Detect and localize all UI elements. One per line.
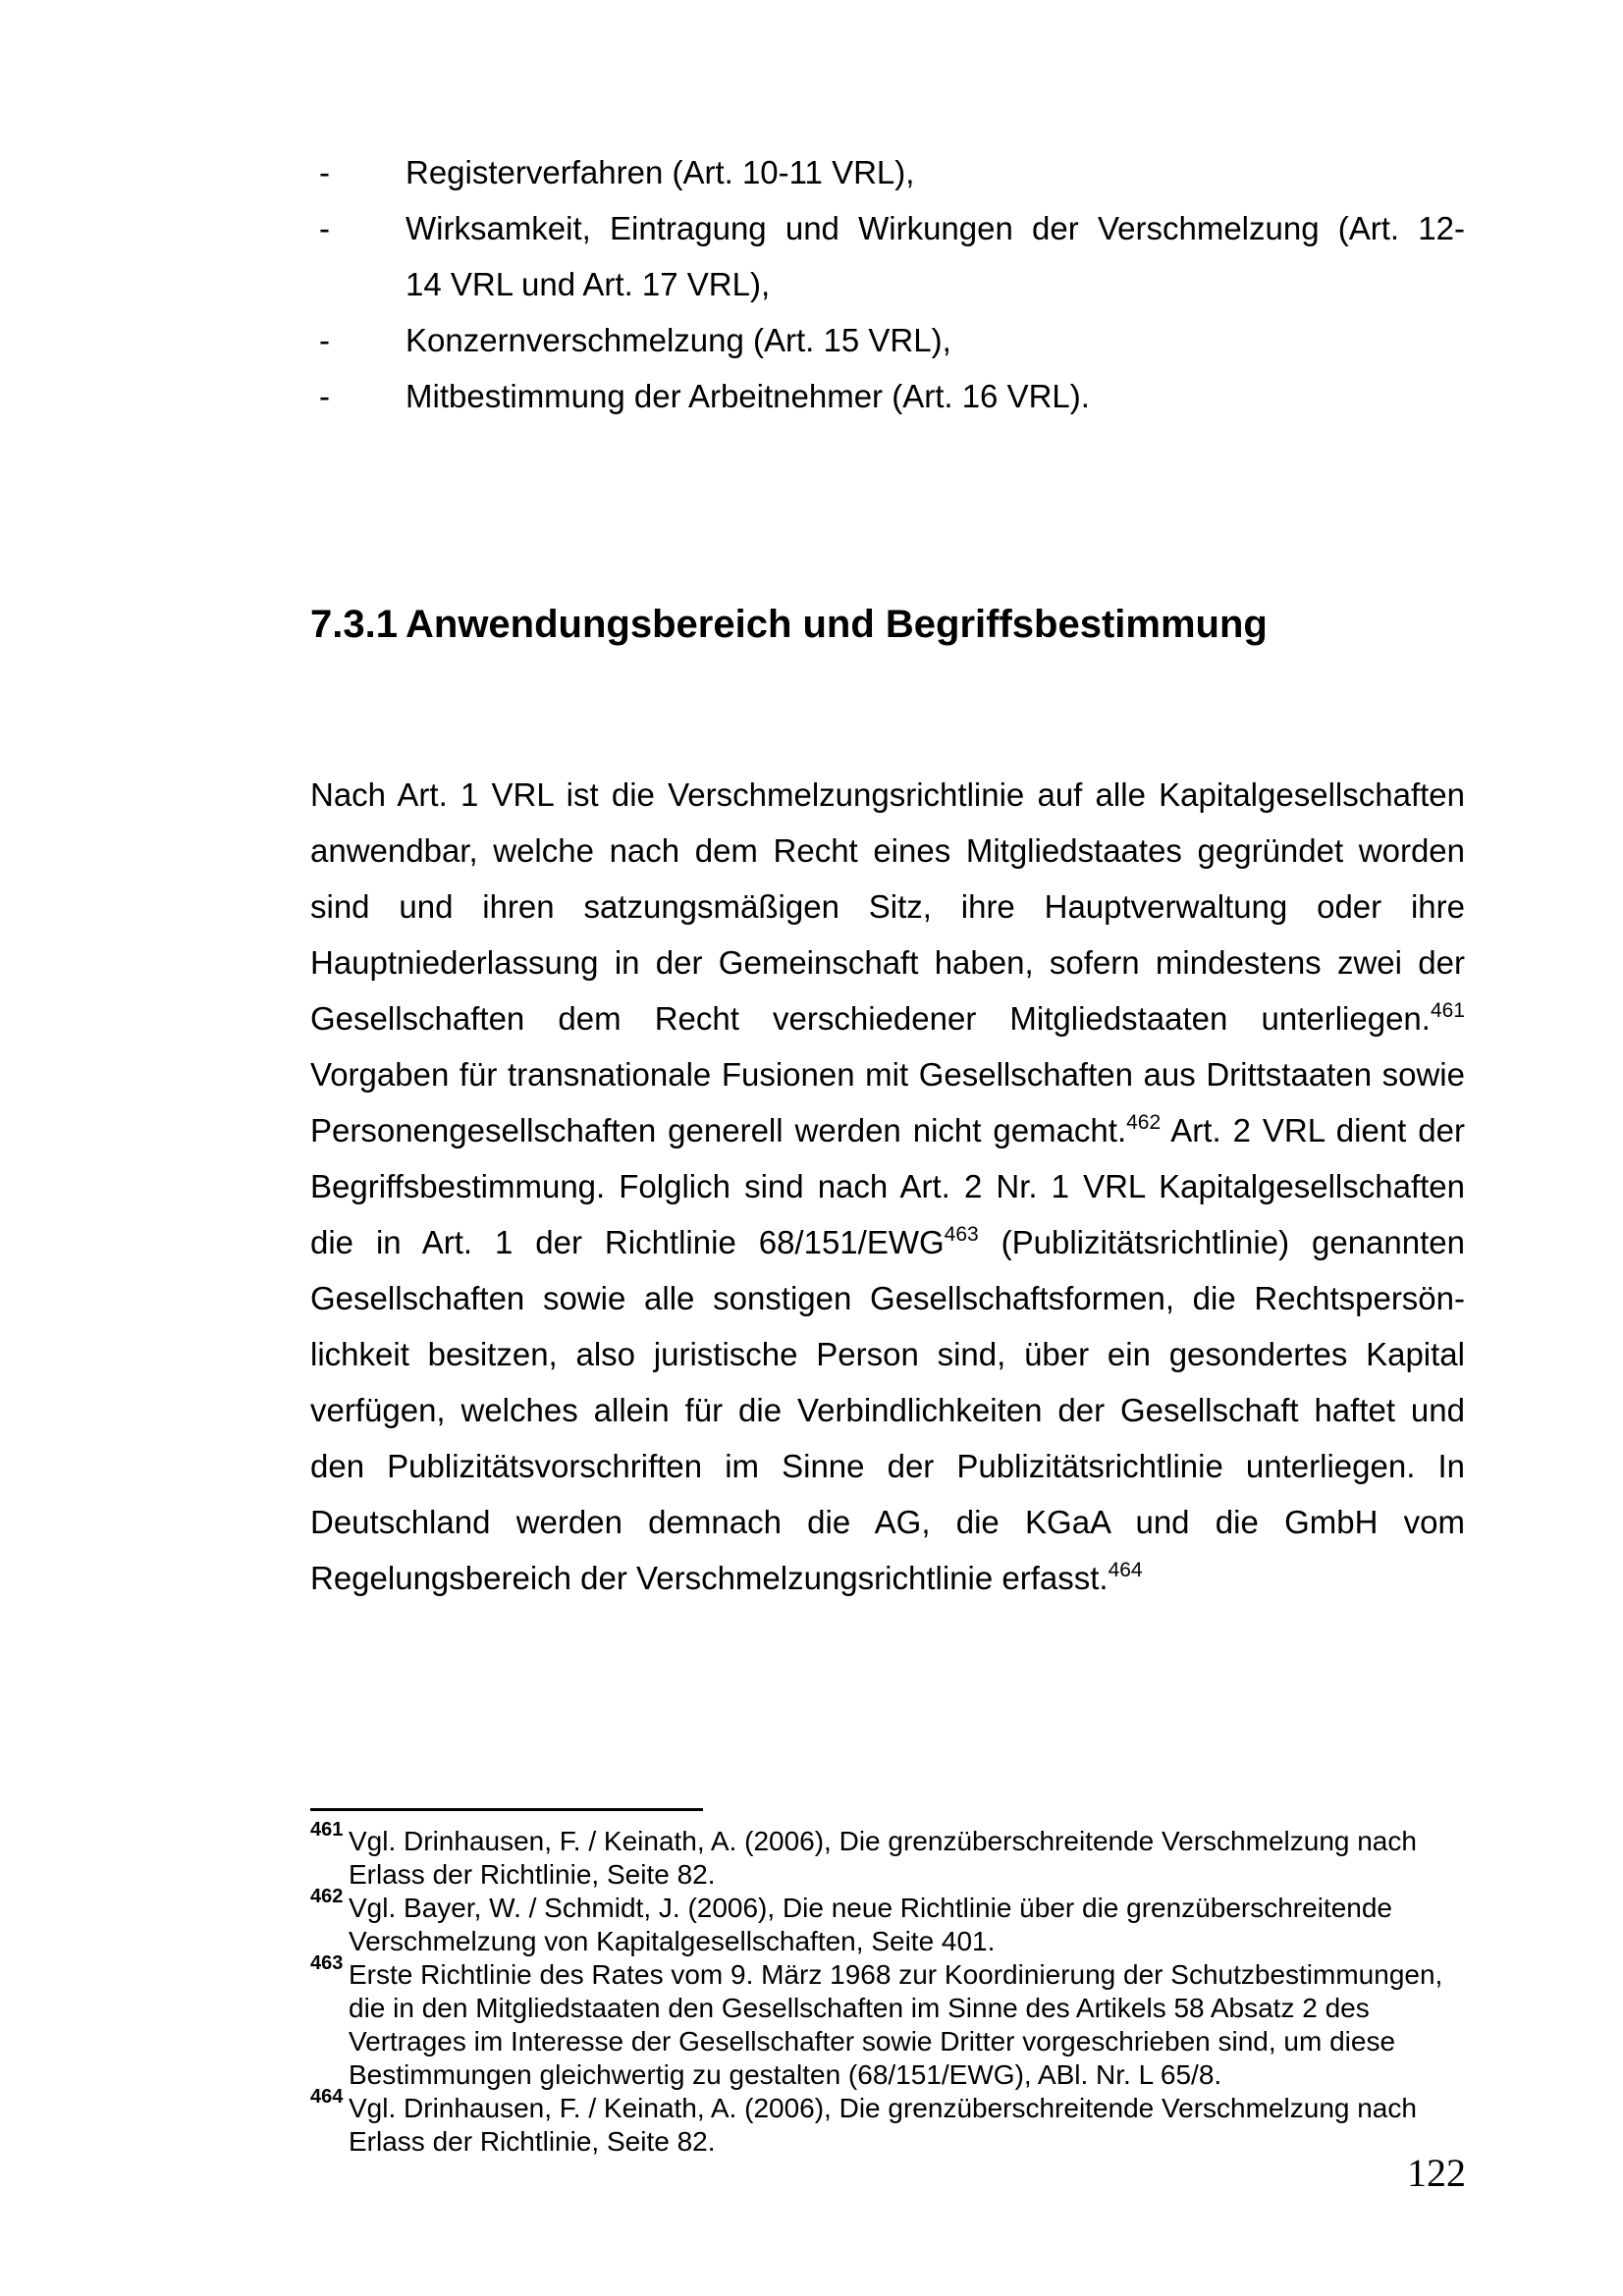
list-item-text	[406, 144, 1465, 200]
bullet-dash-icon: -	[319, 210, 330, 246]
line-text: sind und ihren satzungsmäßigen Sitz, ihre Hauptverwaltung oder ihre	[310, 888, 1465, 925]
footnote-number: 461	[310, 1819, 344, 1841]
footnote	[310, 2086, 1474, 2159]
footnote	[310, 1819, 1474, 1892]
line-text: Regelungsbereich der Verschmelzungsrichtlinie erfasst.	[310, 1560, 1109, 1596]
paragraph-line	[310, 1494, 1465, 1550]
list-item-text	[406, 312, 1465, 368]
paragraph-line	[310, 1438, 1465, 1494]
bullet-list	[310, 144, 1465, 424]
footnote	[310, 1886, 1474, 1958]
paragraph-line	[310, 1046, 1465, 1102]
list-item	[310, 368, 1465, 424]
line-text: Gesellschaften sowie alle sonstigen Gesellschaftsformen, die Rechtspersön-	[310, 1280, 1465, 1316]
footnote-line: Verschmelzung von Kapitalgesellschaften, Seite 401.	[349, 1926, 996, 1956]
footnote-line	[310, 2086, 1474, 2125]
line-text: Begriffsbestimmung. Folglich sind nach Art. 2 Nr. 1 VRL Kapitalgesellschaften	[310, 1168, 1465, 1204]
footnote-ref: 463	[944, 1223, 979, 1246]
line-text: Hauptniederlassung in der Gemeinschaft haben, sofern mindestens zwei der	[310, 944, 1465, 981]
footnote-text: Vgl. Drinhausen, F. / Keinath, A. (2006), Die grenzüberschreitende Verschmelzung nach	[349, 1826, 1417, 1856]
bullet-dash-icon: -	[319, 154, 330, 190]
footnote-line	[310, 1952, 1474, 1992]
line-text: Deutschland werden demnach die AG, die KGaA und die GmbH vom	[310, 1504, 1465, 1540]
line-text: die in Art. 1 der Richtlinie 68/151/EWG	[310, 1224, 945, 1260]
list-item	[310, 312, 1465, 368]
paragraph-line	[310, 934, 1465, 990]
section-number: 7.3.1	[310, 603, 398, 646]
body-paragraph	[310, 767, 1465, 1606]
line-text: Vorgaben für transnationale Fusionen mit Gesellschaften aus Drittstaaten sowie	[310, 1056, 1465, 1093]
list-item-text	[406, 200, 1465, 312]
page-number: 122	[1407, 2151, 1466, 2195]
footnote-line: Erlass der Richtlinie, Seite 82.	[349, 1859, 716, 1890]
list-item	[310, 144, 1465, 200]
footnote-ref: 464	[1108, 1559, 1143, 1581]
footnote-separator	[310, 1808, 703, 1811]
paragraph-line	[310, 990, 1465, 1046]
paragraph-line	[310, 1382, 1465, 1438]
footnote-line: Vertrages im Interesse der Gesellschafter sowie Dritter vorgeschrieben sind, um diese	[349, 2026, 1396, 2056]
list-item	[310, 200, 1465, 312]
paragraph-line	[310, 1214, 1465, 1270]
line-text: anwendbar, welche nach dem Recht eines Mitgliedstaates gegründet worden	[310, 832, 1465, 869]
footnote-line	[310, 1886, 1474, 1925]
list-item-line: 14 VRL und Art. 17 VRL),	[406, 266, 771, 302]
paragraph-line	[310, 767, 1465, 823]
list-item-line: Registerverfahren (Art. 10-11 VRL),	[406, 154, 915, 190]
footnotes	[310, 1819, 1474, 2159]
paragraph-line	[310, 1102, 1465, 1158]
footnote-number: 462	[310, 1886, 344, 1907]
paragraph-line	[310, 1326, 1465, 1382]
paragraph-line	[310, 879, 1465, 934]
footnote-number: 463	[310, 1952, 344, 1974]
footnote-text: Erste Richtlinie des Rates vom 9. März 1968 zur Koordinierung der Schutzbestimmungen,	[349, 1959, 1443, 1990]
line-text: verfügen, welches allein für die Verbindlichkeiten der Gesellschaft haftet und	[310, 1392, 1465, 1428]
line-text: (Publizitätsrichtlinie) genannten	[978, 1224, 1465, 1260]
bullet-dash-icon: -	[319, 378, 330, 414]
section-heading	[310, 597, 1488, 653]
line-text: lichkeit besitzen, also juristische Person sind, über ein gesondertes Kapital	[310, 1336, 1465, 1372]
line-text: Art. 2 VRL dient der	[1161, 1112, 1465, 1148]
footnote-text: Vgl. Drinhausen, F. / Keinath, A. (2006), Die grenzüberschreitende Verschmelzung nach	[349, 2093, 1417, 2123]
list-item-text	[406, 368, 1465, 424]
footnote-line: die in den Mitgliedstaaten den Gesellschaften im Sinne des Artikels 58 Absatz 2 des	[349, 1993, 1370, 2023]
list-item-line: Wirksamkeit, Eintragung und Wirkungen der Verschmelzung (Art. 12-	[406, 210, 1465, 246]
footnote-line: Erlass der Richtlinie, Seite 82.	[349, 2126, 716, 2157]
bullet-dash-icon: -	[319, 322, 330, 358]
section-title: Anwendungsbereich und Begriffsbestimmung	[406, 603, 1268, 646]
footnote-ref: 461	[1430, 999, 1465, 1022]
footnote-line	[310, 1819, 1474, 1858]
footnote-text: Vgl. Bayer, W. / Schmidt, J. (2006), Die neue Richtlinie über die grenzüberschreitende	[349, 1893, 1392, 1923]
line-text: den Publizitätsvorschriften im Sinne der Publizitätsrichtlinie unterliegen. In	[310, 1448, 1465, 1484]
line-text: Gesellschaften dem Recht verschiedener Mitgliedstaaten unterliegen.	[310, 1000, 1431, 1037]
footnote-line: Bestimmungen gleichwertig zu gestalten (68/151/EWG), ABl. Nr. L 65/8.	[349, 2059, 1222, 2090]
footnote	[310, 1952, 1474, 2092]
paragraph-line	[310, 1550, 1465, 1606]
line-text: Personengesellschaften generell werden nicht gemacht.	[310, 1112, 1127, 1148]
paragraph-line	[310, 1270, 1465, 1326]
footnote-number: 464	[310, 2086, 344, 2108]
list-item-line: Mitbestimmung der Arbeitnehmer (Art. 16 VRL).	[406, 378, 1090, 414]
list-item-line: Konzernverschmelzung (Art. 15 VRL),	[406, 322, 951, 358]
paragraph-line	[310, 1158, 1465, 1214]
line-text: Nach Art. 1 VRL ist die Verschmelzungsrichtlinie auf alle Kapitalgesellschaften	[310, 776, 1465, 813]
paragraph-line	[310, 823, 1465, 879]
footnote-ref: 462	[1126, 1111, 1162, 1134]
